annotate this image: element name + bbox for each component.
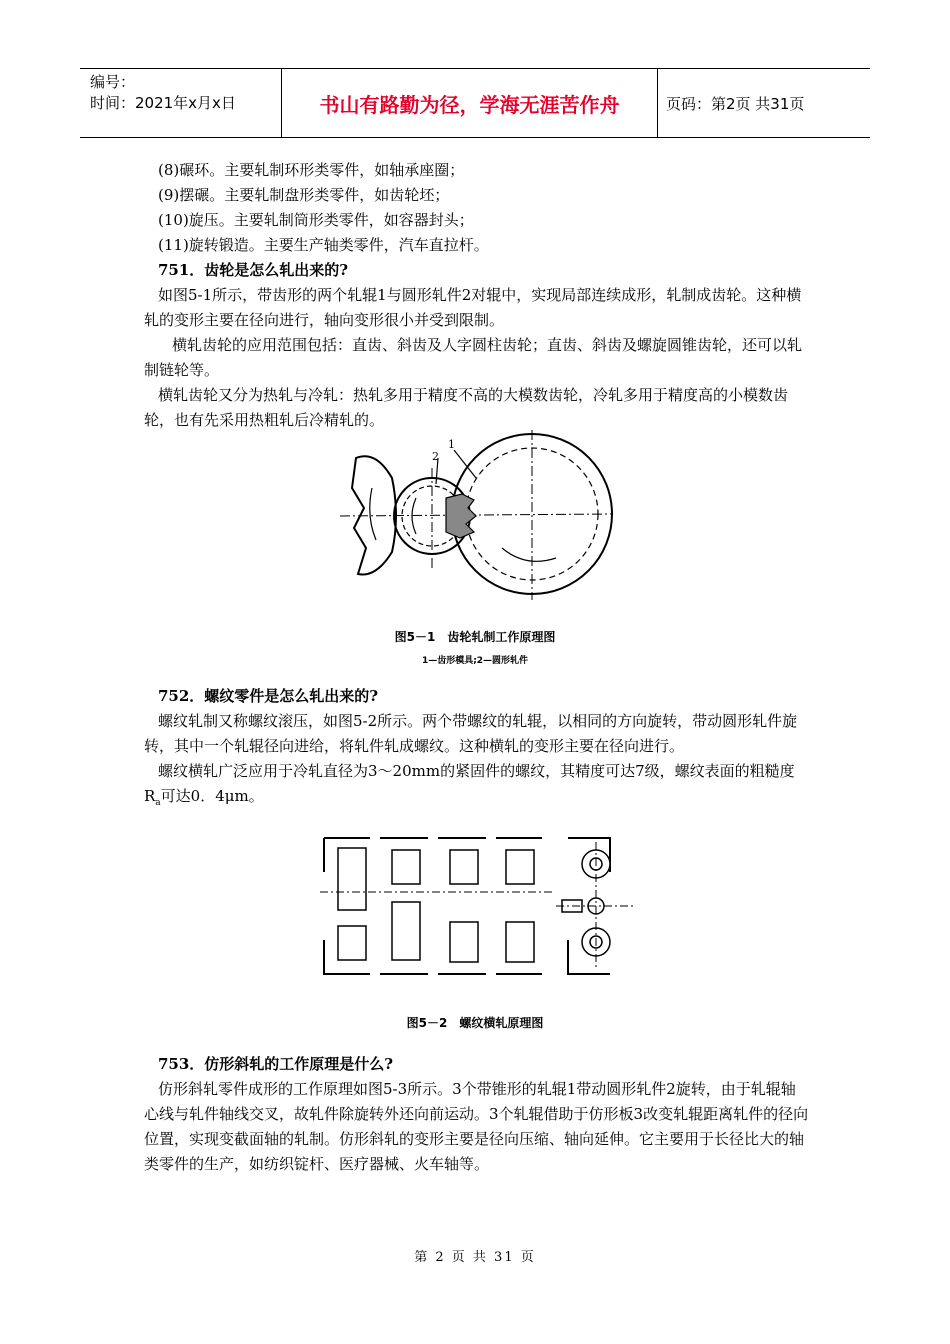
question-751-title: 751．齿轮是怎么轧出来的? bbox=[158, 261, 349, 279]
question-753-title: 753．仿形斜轧的工作原理是什么? bbox=[158, 1055, 394, 1073]
header-page-info: 页码：第2页 共31页 bbox=[666, 94, 805, 113]
fig1-legend: 1—齿形模具;2—圆形轧件 bbox=[421, 656, 529, 666]
page-footer: 第 2 页 共 31 页 bbox=[414, 1250, 536, 1265]
content-section-1 bbox=[144, 158, 810, 433]
serial-label: 编号： bbox=[90, 73, 136, 91]
para-text: 可达0．4μm。 bbox=[160, 787, 264, 805]
header-meta bbox=[80, 69, 282, 137]
gear-rolling-diagram bbox=[336, 428, 616, 624]
label-1: 1 bbox=[448, 438, 455, 451]
page-header bbox=[80, 68, 870, 138]
roll-3b bbox=[450, 922, 478, 962]
fig1-caption: 图5－1 齿轮轧制工作原理图 bbox=[394, 630, 556, 644]
time-label: 时间：2021年x月x日 bbox=[90, 94, 236, 112]
paragraph: 横轧齿轮又分为热轧与冷轧：热轧多用于精度不高的大模数齿轮，冷轧多用于精度高的小模数齿轮，也有先采用热粗轧后冷精轧的。 bbox=[144, 386, 789, 429]
paragraph bbox=[144, 759, 810, 816]
paragraph: 如图5-1所示，带齿形的两个轧辊1与圆形轧件2对辊中，实现局部连续成形，轧制成齿轮。这种横轧的变形主要在径向进行，轴向变形很小并受到限制。 bbox=[144, 286, 802, 329]
roll-arrow bbox=[502, 548, 556, 561]
content-section-2 bbox=[144, 684, 810, 816]
paragraph: 螺纹轧制又称螺纹滚压，如图5-2所示。两个带螺纹的轧辊，以相同的方向旋转，带动圆形轧件旋转，其中一个轧辊径向进给，将轧件轧成螺纹。这种横轧的变形主要在径向进行。 bbox=[144, 712, 798, 755]
roll-3a bbox=[450, 850, 478, 884]
roll-4b bbox=[506, 922, 534, 962]
roll-1a bbox=[338, 848, 366, 910]
paragraph: 仿形斜轧零件成形的工作原理如图5-3所示。3个带锥形的轧辊1带动圆形轧件2旋转，由于轧辊轴心线与轧件轴线交叉，故轧件除旋转外还向前运动。3个轧辊借助于仿形板3改变轧辊距离轧件的径向位置，实现变截面轴的轧制。仿形斜轧的变形主要是径向压缩、轴向延伸。它主要用于长径比大的轴类零件的生产，如纺织锭杆、医疗器械、火车轴等。 bbox=[144, 1080, 809, 1173]
list-item: (11)旋转锻造。主要生产轴类零件，汽车直拉杆。 bbox=[158, 236, 489, 254]
list-item: (10)旋压。主要轧制筒形类零件，如容器封头； bbox=[158, 211, 474, 229]
roll-2a bbox=[392, 850, 420, 884]
gear-rolling-svg bbox=[336, 428, 616, 624]
leader-line-1 bbox=[454, 450, 476, 478]
question-752-title: 752．螺纹零件是怎么轧出来的? bbox=[158, 687, 379, 705]
para-text: 螺纹横轧广泛应用于冷轧直径为3～20mm的紧固件的螺纹，其精度可达7级，螺纹表面的粗糙度R bbox=[144, 762, 795, 805]
roll-4a bbox=[506, 850, 534, 884]
label-2: 2 bbox=[432, 450, 439, 463]
thread-rolling-svg bbox=[320, 830, 636, 980]
content-section-3 bbox=[144, 1052, 810, 1177]
list-item: (9)摆碾。主要轧制盘形类零件，如齿轮坯； bbox=[158, 186, 450, 204]
tooth-contact-zone bbox=[446, 494, 476, 538]
thread-rolling-diagram bbox=[320, 830, 636, 980]
roll-1b bbox=[338, 926, 366, 960]
workpiece-arrow bbox=[412, 498, 416, 534]
subscript-a: a bbox=[155, 798, 161, 808]
left-roll-arrow bbox=[370, 488, 376, 540]
list-item: (8)碾环。主要轧制环形类零件，如轴承座圈； bbox=[158, 161, 465, 179]
roll-2b bbox=[392, 902, 420, 960]
fig2-caption: 图5－2 螺纹横轧原理图 bbox=[406, 1016, 544, 1030]
paragraph: 横轧齿轮的应用范围包括：直齿、斜齿及人字圆柱齿轮；直齿、斜齿及螺旋圆锥齿轮，还可以轧制链轮等。 bbox=[144, 336, 803, 379]
header-motto: 书山有路勤为径，学海无涯苦作舟 bbox=[282, 69, 658, 137]
